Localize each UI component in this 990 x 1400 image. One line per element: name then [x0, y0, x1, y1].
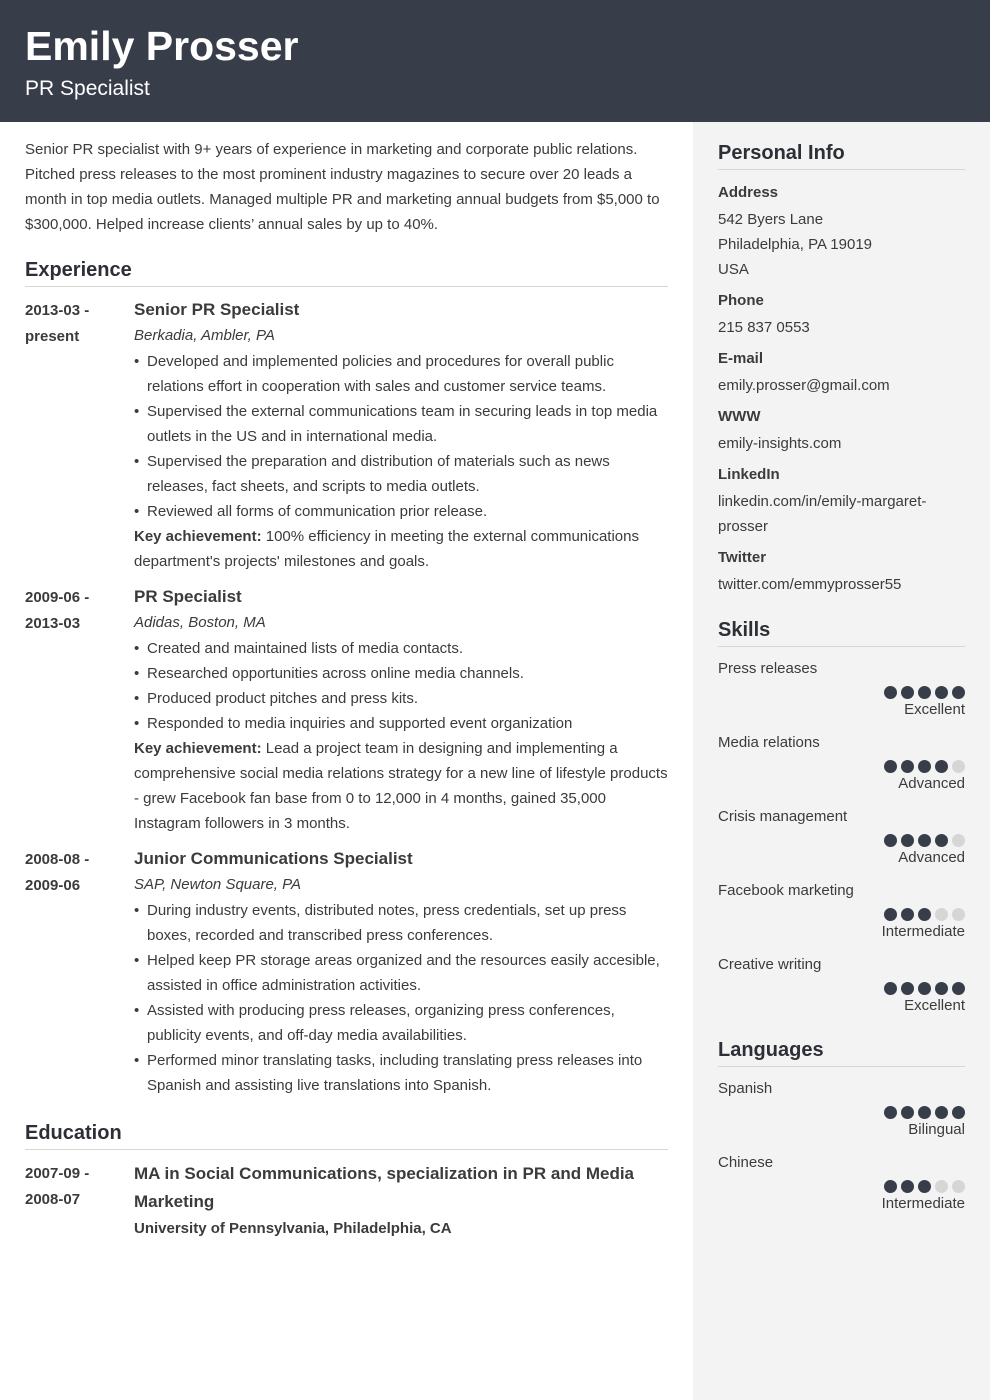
rating-item-name: Creative writing	[718, 956, 822, 973]
phone-value: 215 837 0553	[718, 319, 810, 336]
rating-item-name: Facebook marketing	[718, 882, 854, 899]
achievement-label: Key achievement:	[134, 528, 262, 545]
rating-item-name: Press releases	[718, 660, 818, 677]
rating-level: Bilingual	[908, 1121, 965, 1138]
list-item: • Supervised the preparation and distribution of materials such as news releases, fact sheets, and scripts to media outlets.	[134, 449, 668, 499]
address-group	[718, 182, 965, 282]
phone-group	[718, 290, 965, 340]
filled-dot-icon	[935, 834, 948, 847]
bullet-icon: •	[134, 403, 140, 420]
filled-dot-icon	[884, 908, 897, 921]
website-label: WWW	[718, 408, 761, 425]
responsibilities-list	[134, 898, 668, 1098]
filled-dot-icon	[901, 760, 914, 773]
filled-dot-icon	[918, 1106, 931, 1119]
list-item: • Helped keep PR storage areas organized and the resources easily accesible, assisted in office administration activities.	[134, 948, 668, 998]
rating-item-name: Media relations	[718, 734, 820, 751]
address-line: 542 Byers Lane	[718, 211, 824, 228]
filled-dot-icon	[935, 686, 948, 699]
date-start: 2013-03 -	[25, 302, 90, 319]
languages-list	[718, 1078, 965, 1215]
empty-dot-icon	[952, 834, 965, 847]
filled-dot-icon	[884, 1180, 897, 1193]
entry-dates	[25, 297, 134, 574]
section-title-languages: Languages	[718, 1037, 965, 1067]
filled-dot-icon	[884, 982, 897, 995]
bullet-icon: •	[134, 690, 140, 707]
date-start: 2007-09 -	[25, 1165, 90, 1182]
achievement-text: 100% efficiency in meeting the external communications department's projects' milestones and goals.	[134, 528, 639, 570]
rating-level: Advanced	[898, 849, 965, 866]
bullet-icon: •	[134, 665, 140, 682]
address-label: Address	[718, 184, 779, 201]
bullet-icon: •	[134, 453, 140, 470]
date-start: 2009-06 -	[25, 589, 90, 606]
date-end: 2008-07	[25, 1191, 81, 1208]
entry-dates	[25, 1160, 134, 1242]
filled-dot-icon	[884, 834, 897, 847]
education-section	[25, 1120, 668, 1242]
list-item: • Reviewed all forms of communication prior release.	[134, 499, 668, 524]
filled-dot-icon	[918, 908, 931, 921]
company-location: Berkadia, Ambler, PA	[134, 327, 275, 344]
filled-dot-icon	[901, 908, 914, 921]
empty-dot-icon	[952, 760, 965, 773]
linkedin-label: LinkedIn	[718, 466, 780, 483]
experience-entry	[25, 584, 668, 836]
empty-dot-icon	[952, 908, 965, 921]
candidate-title: PR Specialist	[25, 77, 150, 100]
job-title: Senior PR Specialist	[134, 300, 300, 319]
entry-dates	[25, 584, 134, 836]
phone-label: Phone	[718, 292, 764, 309]
filled-dot-icon	[918, 982, 931, 995]
filled-dot-icon	[952, 982, 965, 995]
filled-dot-icon	[884, 760, 897, 773]
list-item: • Developed and implemented policies and procedures for overall public relations effort in cooperation with sales and customer service teams.	[134, 349, 668, 399]
job-title: Junior Communications Specialist	[134, 849, 413, 868]
filled-dot-icon	[884, 686, 897, 699]
filled-dot-icon	[884, 1106, 897, 1119]
linkedin-link[interactable]: linkedin.com/in/emily-margaret-prosser	[718, 493, 927, 535]
resume-header	[0, 0, 990, 122]
school-location: University of Pennsylvania, Philadelphia, CA	[134, 1220, 452, 1237]
filled-dot-icon	[918, 686, 931, 699]
address-line: USA	[718, 261, 749, 278]
rating-dots	[718, 1180, 965, 1193]
rating-level: Excellent	[904, 997, 965, 1014]
achievement-label: Key achievement:	[134, 740, 262, 757]
rating-dots	[718, 686, 965, 699]
skills-list	[718, 658, 965, 1017]
website-link[interactable]: emily-insights.com	[718, 435, 842, 452]
filled-dot-icon	[918, 834, 931, 847]
rating-item-name: Chinese	[718, 1154, 774, 1171]
education-entry	[25, 1160, 668, 1242]
filled-dot-icon	[935, 982, 948, 995]
list-item: • Created and maintained lists of media contacts.	[134, 636, 668, 661]
rating-dots	[718, 834, 965, 847]
filled-dot-icon	[901, 686, 914, 699]
rating-dots	[718, 982, 965, 995]
experience-entry	[25, 846, 668, 1098]
list-item: • Supervised the external communications team in securing leads in top media outlets in the US and in international media.	[134, 399, 668, 449]
rating-dots	[718, 908, 965, 921]
rating-level: Excellent	[904, 701, 965, 718]
rating-item	[718, 658, 965, 721]
filled-dot-icon	[918, 1180, 931, 1193]
website-group	[718, 406, 965, 456]
rating-level: Advanced	[898, 775, 965, 792]
section-title-skills: Skills	[718, 617, 965, 647]
rating-item	[718, 1078, 965, 1141]
responsibilities-list	[134, 636, 668, 736]
bullet-icon: •	[134, 1052, 140, 1069]
filled-dot-icon	[901, 834, 914, 847]
main-column	[0, 122, 693, 1400]
rating-dots	[718, 760, 965, 773]
sidebar	[693, 122, 990, 1400]
list-item: • During industry events, distributed notes, press credentials, set up press boxes, recorded and transcribed press conferences.	[134, 898, 668, 948]
rating-item	[718, 1152, 965, 1215]
filled-dot-icon	[901, 1106, 914, 1119]
key-achievement	[134, 524, 668, 574]
personal-info-section	[718, 140, 965, 597]
list-item: • Performed minor translating tasks, including translating press releases into Spanish and assisting live translations into Spanish.	[134, 1048, 668, 1098]
date-start: 2008-08 -	[25, 851, 90, 868]
entry-dates	[25, 846, 134, 1098]
bullet-icon: •	[134, 952, 140, 969]
filled-dot-icon	[901, 1180, 914, 1193]
date-end: 2009-06	[25, 877, 81, 894]
email-group	[718, 348, 965, 398]
bullet-icon: •	[134, 353, 140, 370]
languages-section	[718, 1037, 965, 1215]
date-end: present	[25, 328, 80, 345]
twitter-label: Twitter	[718, 549, 767, 566]
rating-level: Intermediate	[881, 1195, 965, 1212]
address-line: Philadelphia, PA 19019	[718, 236, 873, 253]
experience-entry	[25, 297, 668, 574]
filled-dot-icon	[918, 760, 931, 773]
rating-item	[718, 880, 965, 943]
filled-dot-icon	[952, 686, 965, 699]
linkedin-group	[718, 464, 965, 539]
filled-dot-icon	[952, 1106, 965, 1119]
profile-summary: Senior PR specialist with 9+ years of experience in marketing and corporate public relations. Pitched press releases to the most prominent industry magazines to secure over 20 leads a month in top media outlets. Managed multiple PR and marketing annual budgets from $5,000 to $300,000. Helped increase clients’ annual sales by up to 40%.	[25, 141, 660, 233]
section-title-personal-info: Personal Info	[718, 140, 965, 170]
list-item: • Researched opportunities across online media channels.	[134, 661, 668, 686]
company-location: SAP, Newton Square, PA	[134, 876, 302, 893]
filled-dot-icon	[901, 982, 914, 995]
twitter-link[interactable]: twitter.com/emmyprosser55	[718, 576, 902, 593]
empty-dot-icon	[935, 908, 948, 921]
empty-dot-icon	[952, 1180, 965, 1193]
empty-dot-icon	[935, 1180, 948, 1193]
section-title-experience: Experience	[25, 257, 668, 287]
filled-dot-icon	[935, 1106, 948, 1119]
email-label: E-mail	[718, 350, 764, 367]
date-end: 2013-03	[25, 615, 81, 632]
key-achievement	[134, 736, 668, 836]
rating-level: Intermediate	[881, 923, 965, 940]
company-location: Adidas, Boston, MA	[134, 614, 266, 631]
bullet-icon: •	[134, 640, 140, 657]
job-title: PR Specialist	[134, 587, 242, 606]
rating-item-name: Crisis management	[718, 808, 848, 825]
bullet-icon: •	[134, 715, 140, 732]
experience-section	[25, 257, 668, 1098]
list-item: • Responded to media inquiries and supported event organization	[134, 711, 668, 736]
degree-title: MA in Social Communications, specialization in PR and Media Marketing	[134, 1164, 635, 1211]
twitter-group	[718, 547, 965, 597]
section-title-education: Education	[25, 1120, 668, 1150]
bullet-icon: •	[134, 902, 140, 919]
bullet-icon: •	[134, 503, 140, 520]
list-item: • Produced product pitches and press kits.	[134, 686, 668, 711]
rating-dots	[718, 1106, 965, 1119]
filled-dot-icon	[935, 760, 948, 773]
rating-item	[718, 806, 965, 869]
rating-item	[718, 954, 965, 1017]
candidate-name: Emily Prosser	[25, 23, 299, 69]
responsibilities-list	[134, 349, 668, 524]
rating-item-name: Spanish	[718, 1080, 773, 1097]
skills-section	[718, 617, 965, 1017]
email-link[interactable]: emily.prosser@gmail.com	[718, 377, 890, 394]
bullet-icon: •	[134, 1002, 140, 1019]
list-item: • Assisted with producing press releases, organizing press conferences, publicity events, and off-day media availabilities.	[134, 998, 668, 1048]
rating-item	[718, 732, 965, 795]
achievement-text: Lead a project team in designing and implementing a comprehensive social media relations strategy for a new line of lifestyle products - grew Facebook fan base from 0 to 12,000 in 4 months, gained 35,000 Instagram followers in 3 months.	[134, 740, 668, 832]
